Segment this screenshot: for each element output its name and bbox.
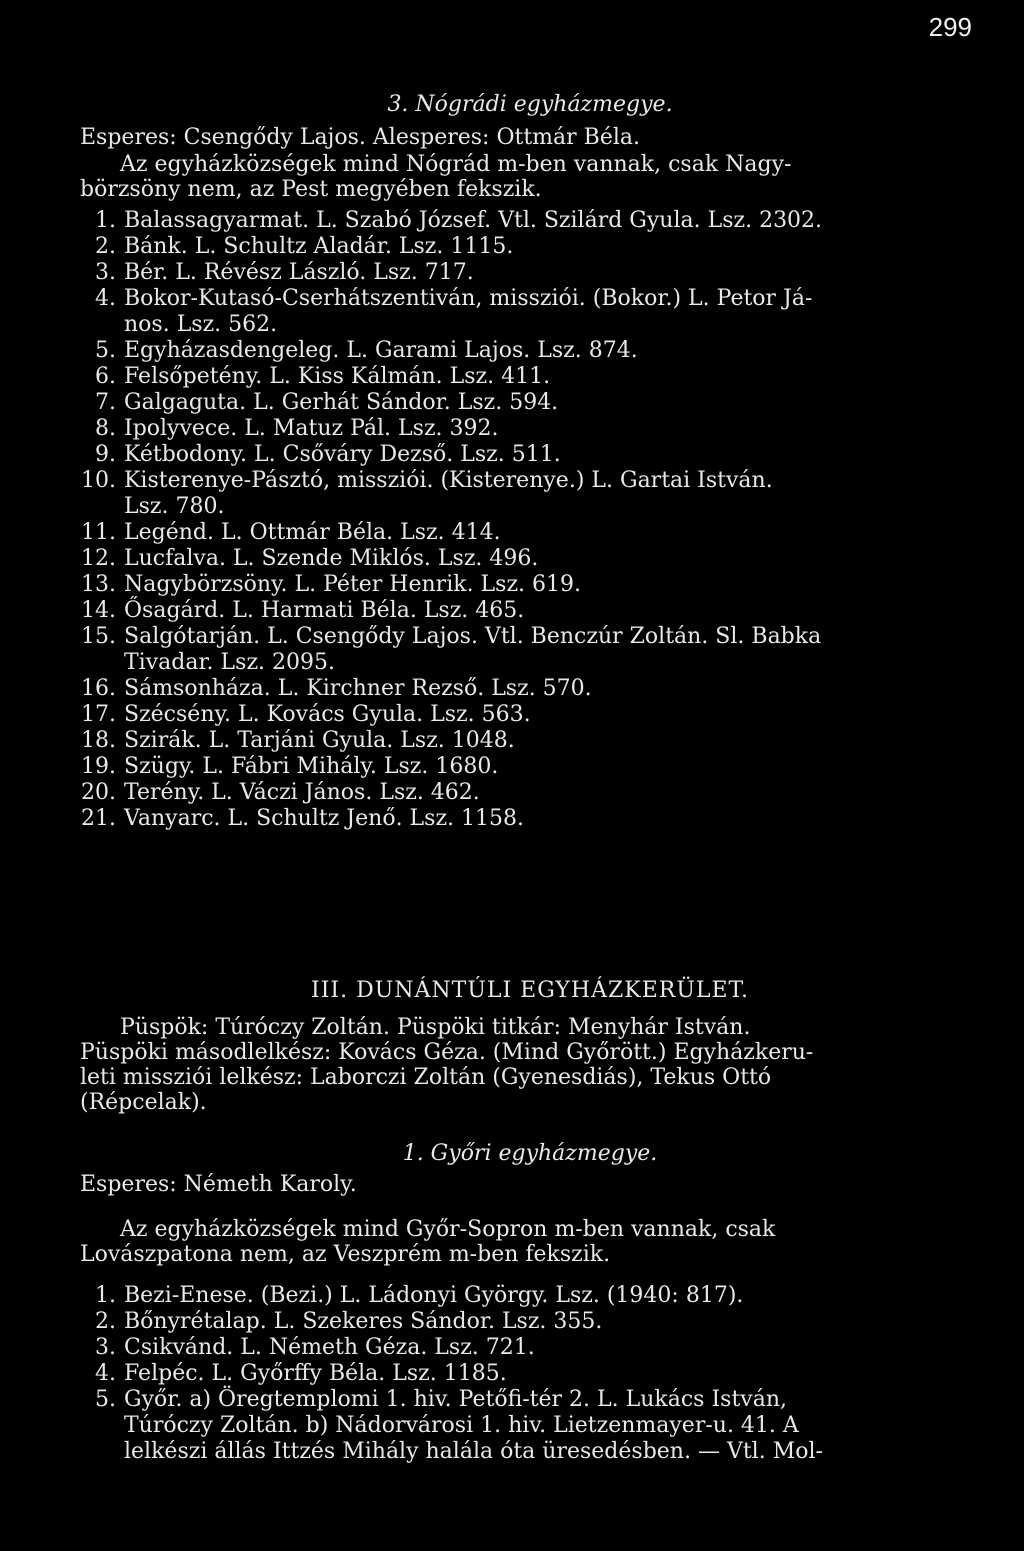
item-text: Csikvánd. L. Németh Géza. Lsz. 721. — [124, 1335, 535, 1360]
item-number: 1. — [95, 208, 116, 233]
item-text: Balassagyarmat. L. Szabó József. Vtl. Szilárd Gyula. Lsz. 2302. — [124, 208, 823, 233]
item-number: 5. — [95, 338, 116, 363]
list-item — [80, 702, 980, 728]
list-item — [80, 624, 980, 650]
item-number: 18. — [81, 728, 116, 753]
item-text: Ipolyvece. L. Matuz Pál. Lsz. 392. — [124, 416, 499, 441]
item-number: 17. — [81, 702, 116, 727]
item-text: Salgótarján. L. Csengődy Lajos. Vtl. Benczúr Zoltán. Sl. Babka — [124, 624, 822, 649]
list-item — [80, 364, 980, 390]
list-item — [80, 754, 980, 780]
list-item — [80, 260, 980, 286]
item-continuation: nos. Lsz. 562. — [124, 312, 278, 337]
item-number: 3. — [95, 1335, 116, 1360]
item-number: 14. — [81, 598, 116, 623]
item-number: 4. — [95, 1361, 116, 1386]
section-nograd — [80, 92, 980, 832]
item-text: Szügy. L. Fábri Mihály. Lsz. 1680. — [124, 754, 499, 779]
item-text: Legénd. L. Ottmár Béla. Lsz. 414. — [124, 520, 501, 545]
item-text: Bánk. L. Schultz Aladár. Lsz. 1115. — [124, 234, 514, 259]
item-text: Vanyarc. L. Schultz Jenő. Lsz. 1158. — [124, 806, 525, 831]
list-item — [80, 208, 980, 234]
item-text: Győr. a) Öregtemplomi 1. hiv. Petőfi-tér 2. L. Lukács István, — [124, 1387, 787, 1412]
list-item — [80, 780, 980, 806]
item-number: 3. — [95, 260, 116, 285]
item-number: 19. — [81, 754, 116, 779]
para-line-1: Püspök: Túróczy Zoltán. Püspöki titkár: Menyhár István. — [120, 1015, 751, 1040]
item-continuation: lelkészi állás Ittzés Mihály halála óta üresedésben. — Vtl. Mol- — [124, 1439, 823, 1464]
item-text: Nagybörzsöny. L. Péter Henrik. Lsz. 619. — [124, 572, 582, 597]
item-number: 21. — [81, 806, 116, 831]
item-text: Sámsonháza. L. Kirchner Rezső. Lsz. 570. — [124, 676, 592, 701]
item-number: 9. — [95, 442, 116, 467]
item-number: 2. — [95, 234, 116, 259]
list-item — [80, 1387, 980, 1413]
district-heading: III. DUNÁNTÚLI EGYHÁZKERÜLET. — [311, 978, 749, 1003]
item-number: 15. — [81, 624, 116, 649]
item-number: 16. — [81, 676, 116, 701]
list-item — [80, 468, 980, 494]
note-line-2: Lovászpatona nem, az Veszprém m-ben fekszik. — [80, 1242, 611, 1267]
item-text: Terény. L. Váczi János. Lsz. 462. — [124, 780, 480, 805]
list-item — [80, 806, 980, 832]
item-number: 4. — [95, 286, 116, 311]
parish-list — [80, 1283, 980, 1465]
list-item — [80, 234, 980, 260]
section-title: 1. Győri egyházmegye. — [402, 1141, 658, 1166]
item-text: Egyházasdengeleg. L. Garami Lajos. Lsz. 874. — [124, 338, 638, 363]
item-text: Szécsény. L. Kovács Gyula. Lsz. 563. — [124, 702, 531, 727]
list-item — [80, 390, 980, 416]
item-text: Kisterenye-Pásztó, missziói. (Kisterenye.) L. Gartai István. — [124, 468, 773, 493]
officials-line: Esperes: Csengődy Lajos. Alesperes: Ottmár Béla. — [80, 125, 641, 150]
list-item — [80, 1335, 980, 1361]
item-continuation: Lsz. 780. — [124, 494, 225, 519]
page-number: 299 — [928, 12, 972, 42]
list-item — [80, 442, 980, 468]
item-number: 20. — [81, 780, 116, 805]
section-title: 3. Nógrádi egyházmegye. — [387, 92, 673, 117]
para-line-4: (Répcelak). — [80, 1090, 207, 1115]
item-continuation: Túróczy Zoltán. b) Nádorvárosi 1. hiv. Lietzenmayer-u. 41. A — [124, 1413, 799, 1438]
item-text: Szirák. L. Tarjáni Gyula. Lsz. 1048. — [124, 728, 515, 753]
item-number: 11. — [81, 520, 116, 545]
item-text: Galgaguta. L. Gerhát Sándor. Lsz. 594. — [124, 390, 559, 415]
section-dunantul — [80, 978, 980, 1465]
note-line-1: Az egyházközségek mind Nógrád m-ben vannak, csak Nagy- — [120, 152, 792, 177]
list-item — [80, 676, 980, 702]
list-item — [80, 1283, 980, 1309]
officials-line: Esperes: Németh Karoly. — [80, 1172, 357, 1197]
list-item — [80, 546, 980, 572]
parish-list — [80, 208, 980, 832]
item-number: 6. — [95, 364, 116, 389]
item-number: 12. — [81, 546, 116, 571]
item-number: 8. — [95, 416, 116, 441]
item-text: Bezi-Enese. (Bezi.) L. Ládonyi György. Lsz. (1940: 817). — [124, 1283, 744, 1308]
item-text: Ősagárd. L. Harmati Béla. Lsz. 465. — [124, 598, 525, 623]
item-text: Bér. L. Révész László. Lsz. 717. — [124, 260, 474, 285]
list-item — [80, 286, 980, 312]
para-line-3: leti missziói lelkész: Laborczi Zoltán (Gyenesdiás), Tekus Ottó — [80, 1065, 772, 1090]
item-text: Bőnyrétalap. L. Szekeres Sándor. Lsz. 355. — [124, 1309, 603, 1334]
item-text: Felsőpetény. L. Kiss Kálmán. Lsz. 411. — [124, 364, 551, 389]
item-number: 7. — [95, 390, 116, 415]
para-line-2: Püspöki másodlelkész: Kovács Géza. (Mind Győrött.) Egyházkeru- — [80, 1040, 814, 1065]
item-text: Felpéc. L. Győrffy Béla. Lsz. 1185. — [124, 1361, 507, 1386]
note-line-2: börzsöny nem, az Pest megyében fekszik. — [80, 177, 542, 202]
item-number: 10. — [81, 468, 116, 493]
list-item — [80, 598, 980, 624]
district-paragraph — [80, 1015, 980, 1115]
list-item — [80, 572, 980, 598]
item-text: Bokor-Kutasó-Cserhátszentiván, missziói. (Bokor.) L. Petor Já- — [124, 286, 813, 311]
note-line-1: Az egyházközségek mind Győr-Sopron m-ben vannak, csak — [120, 1217, 776, 1242]
item-number: 1. — [95, 1283, 116, 1308]
list-item — [80, 1361, 980, 1387]
item-number: 2. — [95, 1309, 116, 1334]
list-item — [80, 1309, 980, 1335]
item-text: Lucfalva. L. Szende Miklós. Lsz. 496. — [124, 546, 539, 571]
list-item — [80, 416, 980, 442]
item-continuation: Tivadar. Lsz. 2095. — [124, 650, 335, 675]
item-number: 5. — [95, 1387, 116, 1412]
list-item — [80, 520, 980, 546]
list-item — [80, 338, 980, 364]
list-item — [80, 728, 980, 754]
item-text: Kétbodony. L. Csőváry Dezső. Lsz. 511. — [124, 442, 561, 467]
item-number: 13. — [81, 572, 116, 597]
